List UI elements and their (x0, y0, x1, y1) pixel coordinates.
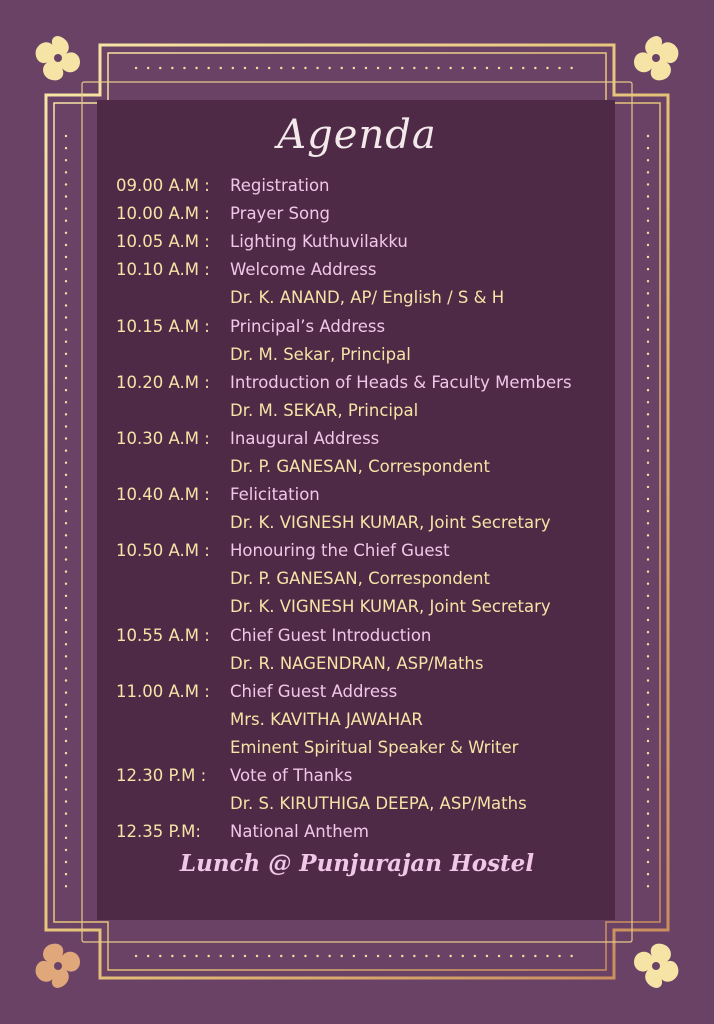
agenda-speaker: Dr. R. NAGENDRAN, ASP/Maths (230, 653, 484, 673)
agenda-item: Lighting Kuthuvilakku (230, 232, 408, 252)
agenda-row (116, 453, 616, 481)
agenda-row (116, 678, 616, 706)
agenda-time: 10.05 A.M : (116, 232, 210, 252)
agenda-speaker: Dr. K. ANAND, AP/ English / S & H (230, 288, 505, 308)
agenda-time: 12.30 P.M : (116, 766, 207, 786)
agenda-time: 11.00 A.M : (116, 681, 210, 701)
agenda-row (116, 284, 616, 312)
agenda-time: 10.55 A.M : (116, 625, 210, 645)
agenda-time: 12.35 P.M: (116, 822, 201, 842)
agenda-row (116, 228, 616, 256)
agenda-speaker: Dr. P. GANESAN, Correspondent (230, 456, 490, 476)
ornament-corner-icon (36, 36, 80, 80)
agenda-row (116, 172, 616, 200)
ornament-corner-icon (634, 944, 678, 988)
agenda-row (116, 256, 616, 284)
agenda-time: 10.10 A.M : (116, 260, 210, 280)
agenda-time: 10.40 A.M : (116, 485, 210, 505)
ornament-corner-icon (36, 944, 80, 988)
agenda-time: 10.00 A.M : (116, 204, 210, 224)
agenda-row (116, 790, 616, 818)
agenda-row (116, 312, 616, 340)
lunch-note: Lunch @ Punjurajan Hostel (179, 850, 535, 877)
agenda-list (116, 172, 616, 846)
agenda-time: 09.00 A.M : (116, 176, 210, 196)
agenda-speaker: Dr. M. Sekar, Principal (230, 344, 411, 364)
page-title: Agenda (277, 112, 437, 158)
agenda-item: Prayer Song (230, 204, 330, 224)
agenda-item: Chief Guest Introduction (230, 625, 432, 645)
agenda-time: 10.50 A.M : (116, 541, 210, 561)
agenda-item: Chief Guest Address (230, 681, 398, 701)
agenda-row (116, 509, 616, 537)
agenda-row (116, 369, 616, 397)
agenda-speaker: Dr. P. GANESAN, Correspondent (230, 569, 490, 589)
agenda-speaker: Dr. M. SEKAR, Principal (230, 400, 419, 420)
agenda-item: Welcome Address (230, 260, 377, 280)
agenda-item: Honouring the Chief Guest (230, 541, 450, 561)
agenda-row (116, 200, 616, 228)
agenda-speaker: Dr. S. KIRUTHIGA DEEPA, ASP/Maths (230, 794, 527, 814)
ornament-corner-icon (634, 36, 678, 80)
agenda-item: Vote of Thanks (230, 766, 353, 786)
agenda-item: National Anthem (230, 822, 369, 842)
agenda-row (116, 565, 616, 593)
agenda-row (116, 650, 616, 678)
agenda-item: Introduction of Heads & Faculty Members (230, 372, 572, 392)
agenda-item: Principal’s Address (230, 316, 386, 336)
agenda-speaker: Dr. K. VIGNESH KUMAR, Joint Secretary (230, 597, 551, 617)
agenda-speaker: Dr. K. VIGNESH KUMAR, Joint Secretary (230, 513, 551, 533)
agenda-row (116, 622, 616, 650)
agenda-time: 10.15 A.M : (116, 316, 210, 336)
agenda-time: 10.20 A.M : (116, 372, 210, 392)
agenda-row (116, 593, 616, 621)
agenda-row (116, 397, 616, 425)
agenda-row (116, 818, 616, 846)
agenda-row (116, 537, 616, 565)
agenda-row (116, 425, 616, 453)
agenda-row (116, 734, 616, 762)
agenda-item: Felicitation (230, 485, 320, 505)
agenda-time: 10.30 A.M : (116, 428, 210, 448)
agenda-row (116, 762, 616, 790)
agenda-item: Registration (230, 176, 330, 196)
agenda-row (116, 341, 616, 369)
agenda-speaker: Mrs. KAVITHA JAWAHAR (230, 709, 423, 729)
agenda-row (116, 481, 616, 509)
agenda-row (116, 706, 616, 734)
agenda-speaker: Eminent Spiritual Speaker & Writer (230, 737, 519, 757)
agenda-item: Inaugural Address (230, 428, 380, 448)
